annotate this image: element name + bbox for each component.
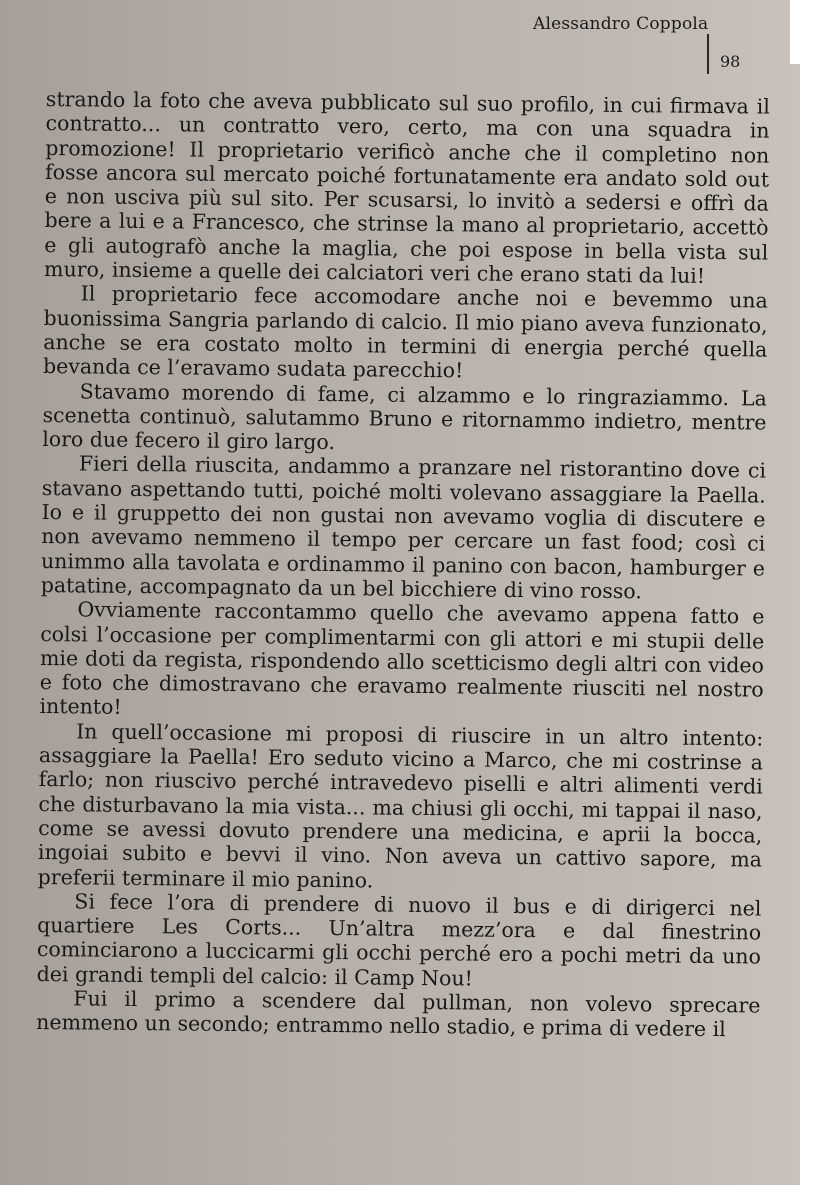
paragraph: Fieri della riuscita, andammo a pranzare nel ristorantino dove ci stavano aspettando tutti, poiché molti volevano assaggiare la Paella. Io e il gruppetto dei non gustai non avevamo voglia di discutere e non avevamo nemmeno il tempo per cercare un fast food; così ci unimmo alla tavolata e ordinammo il panino con bacon, hamburger e patatine, accompagnato da un bel bicchiere di vino rosso.: [40, 451, 767, 604]
running-head-author: Alessandro Coppola: [533, 14, 709, 34]
page-number: 98: [720, 52, 741, 71]
paragraph: strando la foto che aveva pubblicato sul suo profilo, in cui firmava il contratto... un contratto vero, certo, ma con una squadra in promozione! Il proprietario verificò anche che il completino non fosse ancora sul mercato poiché fortunatamente era andato sold out e non usciva più sul sito. Per scusarsi, lo invitò a sedersi e offrì da bere a lui e a Francesco, che strinse la mano al proprietario, accettò e gli autografò anche la maglia, che poi espose in bella vista sul muro, insieme a quelle dei calciatori veri che erano stati da lui!: [43, 87, 770, 288]
body-text: [36, 87, 770, 1042]
paragraph: Stavamo morendo di fame, ci alzammo e lo ringraziammo. La scenetta continuò, salutammo Bruno e ritornammo indietro, mentre loro due fecero il giro largo.: [42, 378, 767, 455]
header-divider: [707, 34, 709, 74]
paragraph: Si fece l’ora di prendere di nuovo il bus e di dirigerci nel quartiere Les Corts... Un’altra mezz’ora e dal finestrino cominciarono a luccicarmi gli occhi perché ero a pochi metri da uno dei grandi templi del calcio: il Camp Nou!: [36, 889, 762, 991]
paragraph: Fui il primo a scendere dal pullman, non volevo sprecare nemmeno un secondo; entrammo nello stadio, e prima di vedere il: [36, 986, 761, 1042]
page-header: [0, 8, 800, 78]
paragraph: In quell’occasione mi proposi di riuscire in un altro intento: assaggiare la Paella! Ero seduto vicino a Marco, che mi costrinse a farlo; non riuscivo perché intravedevo piselli e altri alimenti verdi che disturbavano la mia vista... ma chiusi gli occhi, mi tappai il naso, come se avessi dovuto prendere una medicina, e aprii la bocca, ingoiai subito e bevvi il vino. Non aveva un cattivo sapore, ma preferii terminare il mio panino.: [37, 719, 764, 892]
paragraph: Ovviamente raccontammo quello che avevamo appena fatto e colsi l’occasione per complimentarmi con gli attori e mi stupii delle mie doti da regista, rispondendo allo scetticismo degli altri con video e foto che dimostravano che eravamo realmente riusciti nel nostro intento!: [39, 597, 765, 720]
background-corner: [790, 0, 820, 64]
paragraph: Il proprietario fece accomodare anche noi e bevemmo una buonissima Sangria parlando di calcio. Il mio piano aveva funzionato, anche se era costato molto in termini di energia perché quella bevanda ce l’eravamo sudata parecchio!: [42, 281, 768, 383]
